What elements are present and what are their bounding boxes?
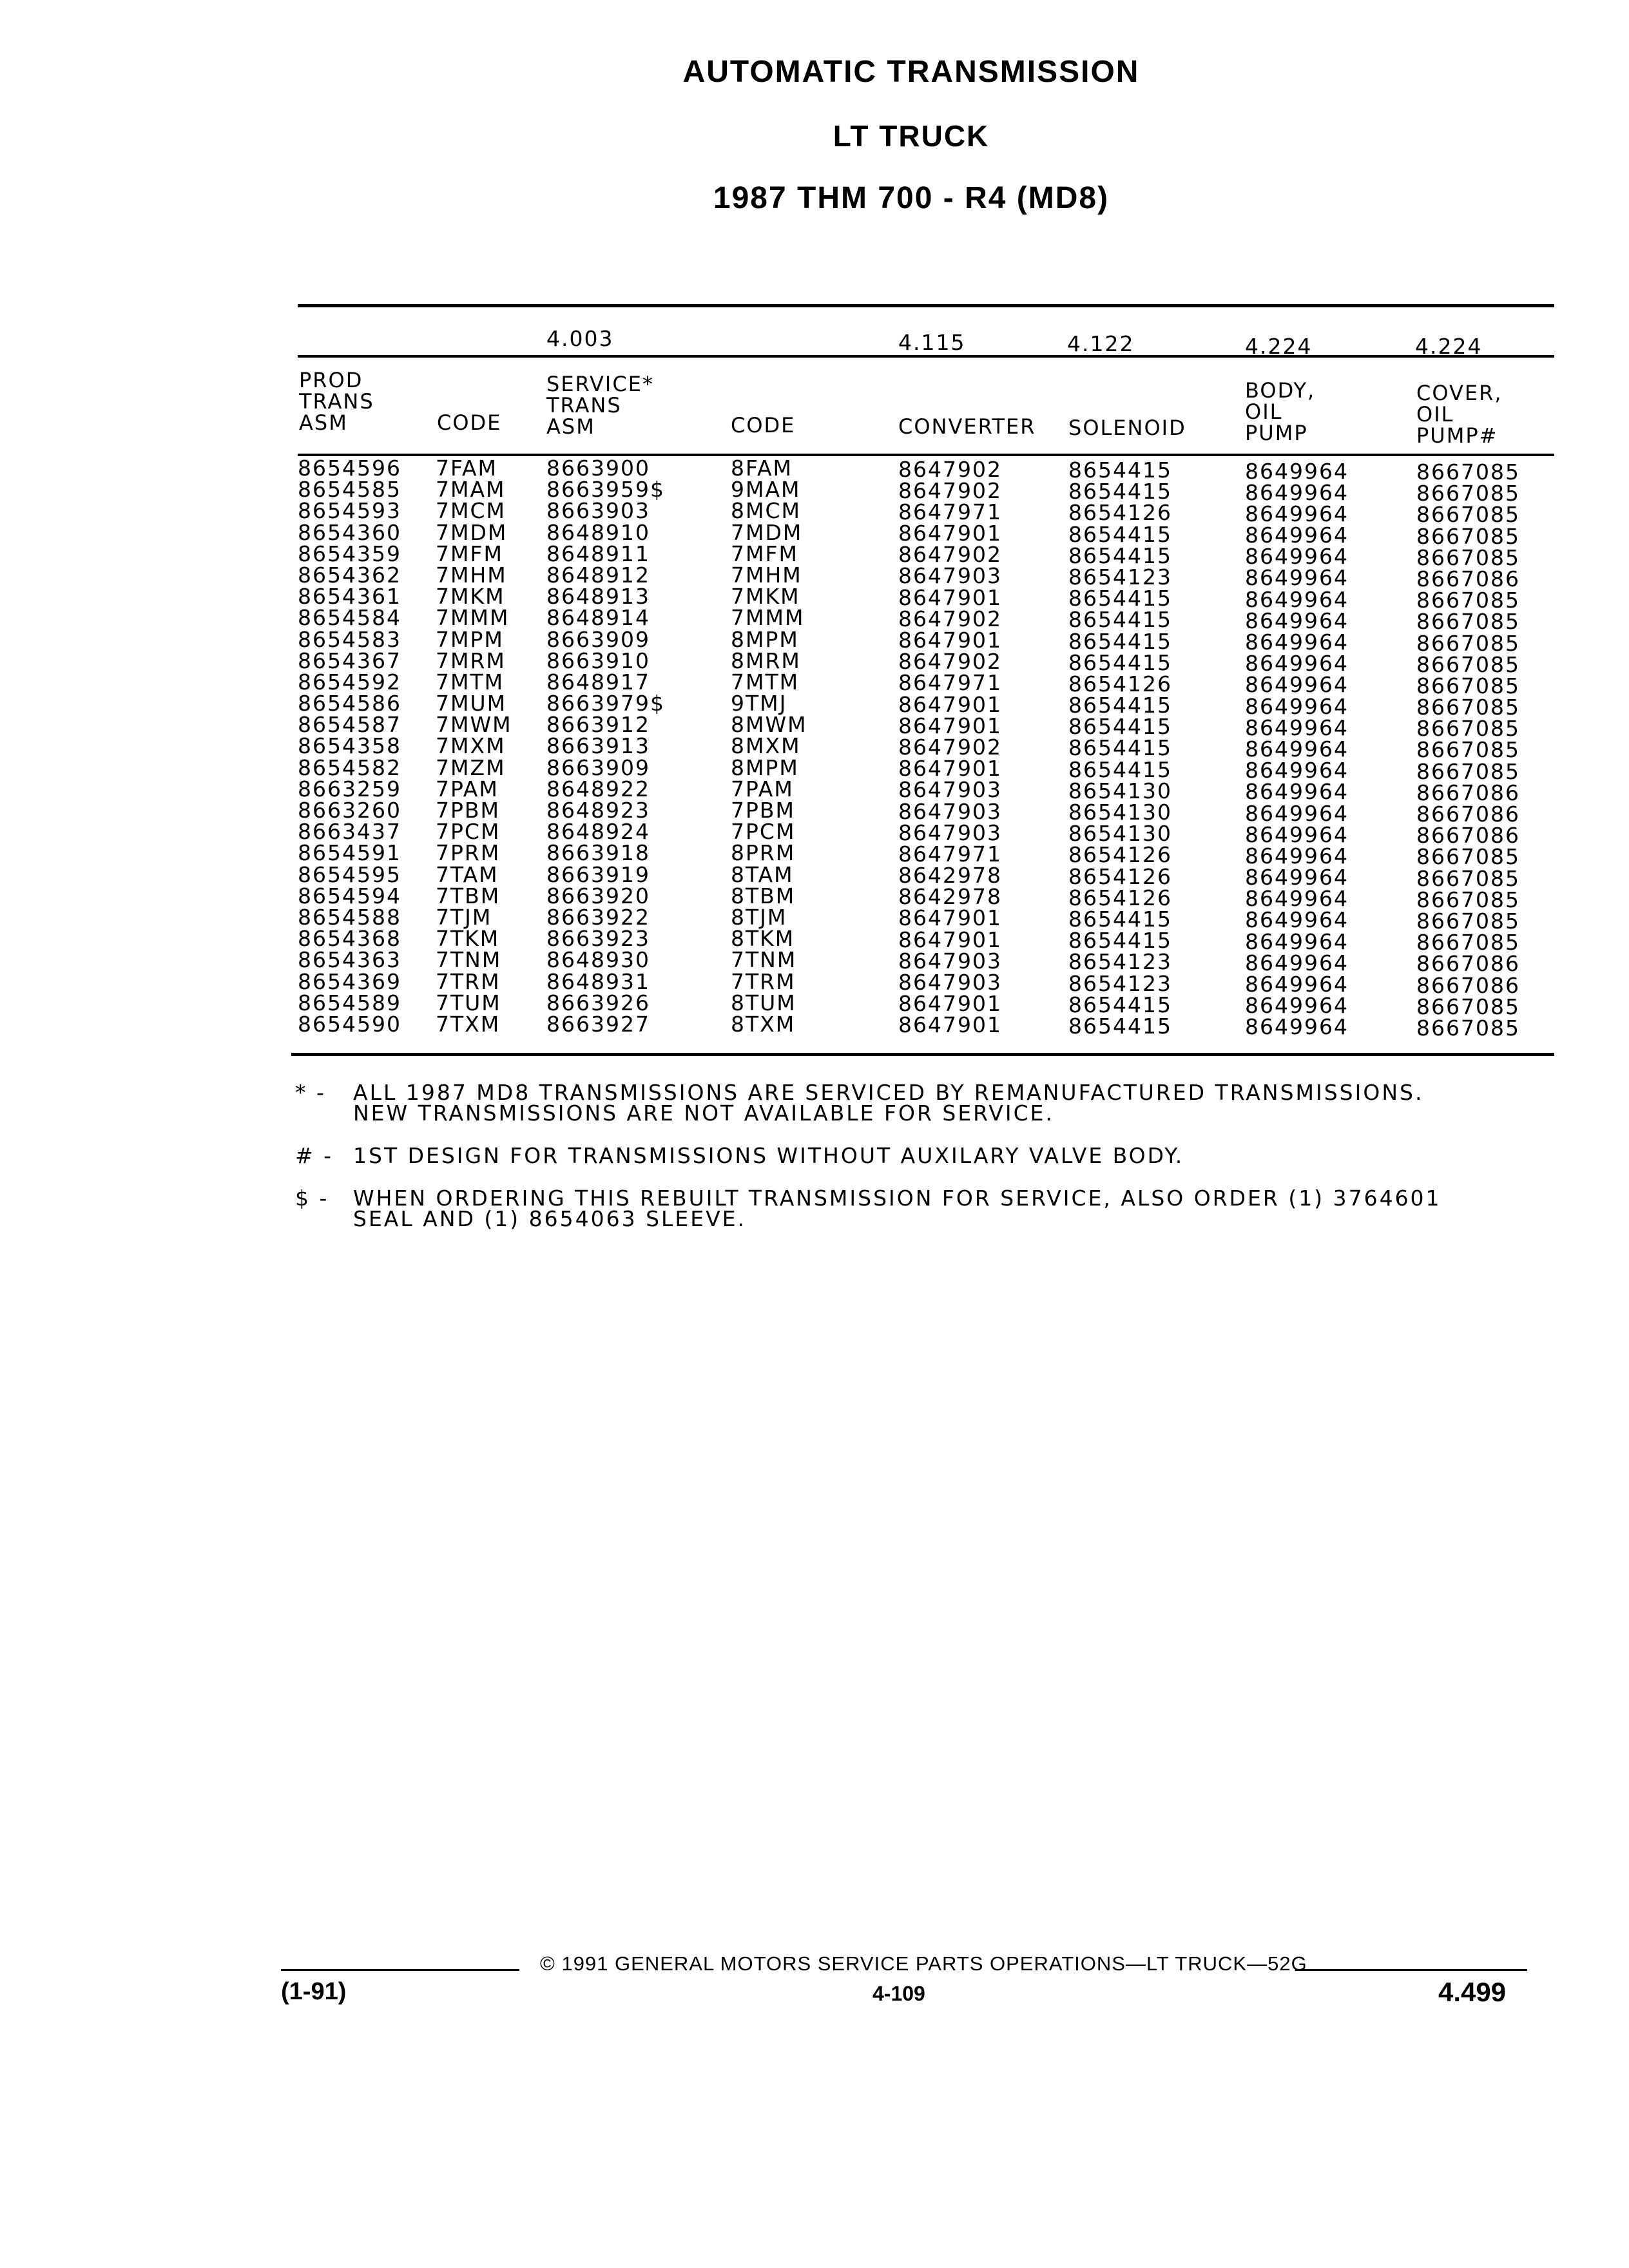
prod-trans-asm-cell: 8654585	[298, 477, 401, 503]
cover-oil-pump-cell: 8667085	[1416, 758, 1520, 784]
converter-cell: 8647901	[898, 927, 1002, 952]
service-code-cell: 9TMJ	[731, 691, 787, 716]
solenoid-cell: 8654126	[1068, 842, 1172, 868]
cover-oil-pump-cell: 8667085	[1416, 523, 1520, 549]
solenoid-cell: 8654415	[1068, 756, 1172, 782]
prod-trans-asm-cell: 8654369	[298, 968, 401, 994]
body-oil-pump-cell: 8649964	[1245, 608, 1349, 633]
converter-cell: 8647903	[898, 970, 1002, 995]
converter-cell: 8647901	[898, 584, 1002, 610]
converter-cell: 8642978	[898, 863, 1002, 889]
table-row	[295, 712, 1558, 742]
code-cell: 7MCM	[436, 498, 506, 524]
table-row	[295, 1011, 1558, 1041]
table-row	[295, 477, 1558, 506]
body-oil-pump-cell: 8649964	[1245, 715, 1349, 740]
code-cell: 7MAM	[436, 477, 506, 503]
converter-cell: 8647902	[898, 542, 1002, 568]
table-row	[295, 754, 1558, 784]
body-oil-pump-cell: 8649964	[1245, 1014, 1349, 1040]
code-cell: 7MKM	[436, 584, 505, 610]
solenoid-cell: 8654123	[1068, 970, 1172, 996]
converter-cell: 8647903	[898, 798, 1002, 824]
footnote	[295, 1188, 1558, 1229]
prod-trans-asm-cell: 8654361	[298, 584, 401, 610]
service-trans-asm-cell: 8648911	[546, 541, 650, 566]
solenoid-cell: 8654123	[1068, 564, 1172, 590]
body-oil-pump-cell: 8649964	[1245, 886, 1349, 912]
solenoid-cell: 8654415	[1068, 992, 1172, 1017]
table-row	[295, 669, 1558, 698]
header-service-trans-asm: SERVICE* TRANS ASM	[546, 372, 654, 439]
converter-cell: 8647902	[898, 477, 1002, 503]
body-oil-pump-cell: 8649964	[1245, 672, 1349, 698]
body-oil-pump-cell: 8649964	[1245, 736, 1349, 762]
group-number-body-oil-pump: 4.224	[1245, 334, 1313, 359]
service-trans-asm-cell: 8663926	[546, 990, 650, 1015]
converter-cell: 8647901	[898, 628, 1002, 653]
solenoid-cell: 8654130	[1068, 821, 1172, 847]
service-trans-asm-cell: 8648923	[546, 798, 650, 823]
solenoid-cell: 8654130	[1068, 800, 1172, 825]
service-trans-asm-cell: 8663913	[546, 733, 650, 759]
header-service-code: CODE	[731, 413, 796, 437]
prod-trans-asm-cell: 8654359	[298, 541, 401, 566]
footnote-text: ALL 1987 MD8 TRANSMISSIONS ARE SERVICED BY REMANUFACTURED TRANSMISSIONS. NEW TRANSMISSIONS ARE NOT AVAILABLE FOR SERVICE.	[353, 1080, 1424, 1126]
service-trans-asm-cell: 8663910	[546, 648, 650, 673]
body-oil-pump-cell: 8649964	[1245, 822, 1349, 847]
body-oil-pump-cell: 8649964	[1245, 651, 1349, 677]
solenoid-cell: 8654415	[1068, 607, 1172, 633]
footnote-mark: * -	[295, 1080, 326, 1105]
cover-oil-pump-cell: 8667085	[1416, 609, 1520, 635]
table-row	[295, 605, 1558, 635]
solenoid-cell: 8654415	[1068, 928, 1172, 954]
converter-cell: 8647901	[898, 713, 1002, 738]
table-row	[295, 819, 1558, 849]
section-number: 4.499	[1438, 1977, 1507, 2007]
body-oil-pump-cell: 8649964	[1245, 501, 1349, 526]
service-code-cell: 8FAM	[731, 456, 793, 481]
service-trans-asm-cell: 8663909	[546, 626, 650, 652]
converter-cell: 8647902	[898, 456, 1002, 482]
page-number: 4-109	[872, 1982, 925, 2005]
group-number-solenoid: 4.122	[1067, 331, 1135, 356]
service-code-cell: 8MCM	[731, 498, 801, 524]
cover-oil-pump-cell: 8667086	[1416, 823, 1520, 849]
table-row	[295, 498, 1558, 528]
cover-oil-pump-cell: 8667086	[1416, 802, 1520, 827]
body-oil-pump-cell: 8649964	[1245, 544, 1349, 570]
prod-trans-asm-cell: 8654360	[298, 519, 401, 545]
prod-trans-asm-cell: 8654593	[298, 498, 401, 524]
service-trans-asm-cell: 8648917	[546, 669, 650, 695]
converter-cell: 8647903	[898, 820, 1002, 845]
cover-oil-pump-cell: 8667085	[1416, 459, 1520, 485]
footnotes	[295, 1082, 1558, 1251]
service-code-cell: 7TNM	[731, 947, 797, 973]
code-cell: 7TBM	[436, 883, 501, 908]
converter-cell: 8647901	[898, 905, 1002, 931]
converter-cell: 8647971	[898, 499, 1002, 524]
cover-oil-pump-cell: 8667085	[1416, 865, 1520, 891]
body-oil-pump-cell: 8649964	[1245, 800, 1349, 826]
code-cell: 7PAM	[436, 776, 499, 802]
table-row	[295, 776, 1558, 805]
service-code-cell: 8TXM	[731, 1011, 796, 1037]
body-oil-pump-cell: 8649964	[1245, 458, 1349, 484]
body-oil-pump-cell: 8649964	[1245, 779, 1349, 805]
code-cell: 7TKM	[436, 926, 500, 952]
code-cell: 7TAM	[436, 861, 499, 887]
converter-cell: 8647971	[898, 670, 1002, 696]
cover-oil-pump-cell: 8667085	[1416, 673, 1520, 698]
solenoid-cell: 8654415	[1068, 1013, 1172, 1039]
prod-trans-asm-cell: 8654591	[298, 840, 401, 866]
converter-cell: 8642978	[898, 884, 1002, 910]
cover-oil-pump-cell: 8667085	[1416, 737, 1520, 763]
group-number-service: 4.003	[546, 326, 614, 351]
copyright-line: © 1991 GENERAL MOTORS SERVICE PARTS OPERATIONS—LT TRUCK—52G	[540, 1952, 1307, 1975]
converter-cell: 8647903	[898, 948, 1002, 974]
cover-oil-pump-cell: 8667085	[1416, 908, 1520, 934]
cover-oil-pump-cell: 8667085	[1416, 588, 1520, 613]
header-cover-oil-pump: COVER, OIL PUMP#	[1416, 381, 1503, 448]
body-oil-pump-cell: 8649964	[1245, 523, 1349, 548]
table-row	[295, 584, 1558, 613]
code-cell: 7PCM	[436, 819, 501, 845]
service-trans-asm-cell: 8663903	[546, 498, 650, 524]
service-code-cell: 7MDM	[731, 519, 803, 545]
footnote-mark: # -	[295, 1143, 334, 1168]
service-code-cell: 8MPM	[731, 754, 799, 780]
cover-oil-pump-cell: 8667086	[1416, 566, 1520, 591]
converter-cell: 8647901	[898, 691, 1002, 717]
service-code-cell: 8TUM	[731, 990, 796, 1015]
table-row	[295, 926, 1558, 956]
prod-trans-asm-cell: 8654590	[298, 1011, 401, 1037]
solenoid-cell: 8654123	[1068, 949, 1172, 975]
table-row	[295, 968, 1558, 998]
solenoid-cell: 8654415	[1068, 479, 1172, 505]
service-code-cell: 7MFM	[731, 541, 798, 566]
footer-rule-right	[1295, 1969, 1527, 1971]
body-oil-pump-cell: 8649964	[1245, 693, 1349, 719]
body-oil-pump-cell: 8649964	[1245, 843, 1349, 869]
solenoid-cell: 8654130	[1068, 778, 1172, 803]
table-row	[295, 798, 1558, 827]
table-row	[295, 883, 1558, 912]
service-trans-asm-cell: 8663900	[546, 456, 650, 481]
table-row	[295, 840, 1558, 870]
service-code-cell: 7MTM	[731, 669, 800, 695]
service-code-cell: 8TAM	[731, 861, 794, 887]
service-trans-asm-cell: 8648931	[546, 968, 650, 994]
revision-date: (1-91)	[281, 1978, 347, 2005]
service-trans-asm-cell: 8648922	[546, 776, 650, 802]
page-subtitle: LT TRUCK	[833, 119, 990, 153]
page-title: AUTOMATIC TRANSMISSION	[682, 55, 1140, 89]
code-cell: 7MTM	[436, 669, 505, 695]
table-body	[295, 456, 1558, 1041]
service-code-cell: 8TBM	[731, 883, 796, 908]
converter-cell: 8647902	[898, 734, 1002, 760]
code-cell: 7FAM	[436, 456, 497, 481]
table-row	[295, 456, 1558, 485]
prod-trans-asm-cell: 8654594	[298, 883, 401, 908]
service-code-cell: 7PCM	[731, 819, 796, 845]
code-cell: 7TRM	[436, 968, 501, 994]
service-trans-asm-cell: 8663979$	[546, 691, 665, 716]
service-trans-asm-cell: 8663927	[546, 1011, 650, 1037]
service-code-cell: 9MAM	[731, 477, 801, 503]
service-trans-asm-cell: 8648912	[546, 562, 650, 588]
code-cell: 7TUM	[436, 990, 501, 1015]
cover-oil-pump-cell: 8667085	[1416, 716, 1520, 742]
body-oil-pump-cell: 8649964	[1245, 993, 1349, 1019]
footnote	[295, 1082, 1558, 1124]
service-trans-asm-cell: 8663918	[546, 840, 650, 866]
cover-oil-pump-cell: 8667085	[1416, 502, 1520, 528]
cover-oil-pump-cell: 8667085	[1416, 651, 1520, 677]
cover-oil-pump-cell: 8667085	[1416, 887, 1520, 912]
code-cell: 7MMM	[436, 605, 510, 631]
body-oil-pump-cell: 8649964	[1245, 629, 1349, 655]
body-oil-pump-cell: 8649964	[1245, 972, 1349, 997]
service-code-cell: 8TKM	[731, 926, 795, 952]
group-number-cover-oil-pump: 4.224	[1415, 334, 1483, 359]
service-code-cell: 7MHM	[731, 562, 802, 588]
service-code-cell: 8MRM	[731, 648, 801, 673]
service-code-cell: 8PRM	[731, 840, 796, 866]
service-trans-asm-cell: 8663919	[546, 861, 650, 887]
cover-oil-pump-cell: 8667085	[1416, 481, 1520, 506]
service-trans-asm-cell: 8663909	[546, 754, 650, 780]
prod-trans-asm-cell: 8654588	[298, 904, 401, 930]
solenoid-cell: 8654415	[1068, 586, 1172, 611]
solenoid-cell: 8654415	[1068, 693, 1172, 718]
header-solenoid: SOLENOID	[1068, 416, 1186, 440]
cover-oil-pump-cell: 8667085	[1416, 844, 1520, 870]
prod-trans-asm-cell: 8654592	[298, 669, 401, 695]
table-row	[295, 904, 1558, 934]
prod-trans-asm-cell: 8654587	[298, 712, 401, 738]
table-row	[295, 541, 1558, 570]
prod-trans-asm-cell: 8663437	[298, 819, 401, 845]
service-code-cell: 8MPM	[731, 626, 799, 652]
code-cell: 7MZM	[436, 754, 506, 780]
solenoid-cell: 8654415	[1068, 735, 1172, 761]
prod-trans-asm-cell: 8654362	[298, 562, 401, 588]
solenoid-cell: 8654415	[1068, 457, 1172, 483]
cover-oil-pump-cell: 8667086	[1416, 972, 1520, 998]
body-oil-pump-cell: 8649964	[1245, 586, 1349, 612]
prod-trans-asm-cell: 8654584	[298, 605, 401, 631]
prod-trans-asm-cell: 8654595	[298, 861, 401, 887]
service-code-cell: 7PBM	[731, 798, 796, 823]
prod-trans-asm-cell: 8654367	[298, 648, 401, 673]
code-cell: 7MDM	[436, 519, 508, 545]
body-oil-pump-cell: 8649964	[1245, 479, 1349, 505]
solenoid-cell: 8654126	[1068, 671, 1172, 697]
body-oil-pump-cell: 8649964	[1245, 928, 1349, 954]
converter-cell: 8647971	[898, 841, 1002, 867]
solenoid-cell: 8654415	[1068, 628, 1172, 654]
service-trans-asm-cell: 8663922	[546, 904, 650, 930]
prod-trans-asm-cell: 8654582	[298, 754, 401, 780]
service-code-cell: 8MXM	[731, 733, 801, 759]
cover-oil-pump-cell: 8667085	[1416, 630, 1520, 656]
service-code-cell: 7MKM	[731, 584, 800, 610]
prod-trans-asm-cell: 8654596	[298, 456, 401, 481]
table-row	[295, 626, 1558, 656]
code-cell: 7PBM	[436, 798, 501, 823]
body-oil-pump-cell: 8649964	[1245, 950, 1349, 975]
service-code-cell: 8MWM	[731, 712, 807, 738]
code-cell: 7MHM	[436, 562, 507, 588]
model-title: 1987 THM 700 - R4 (MD8)	[713, 181, 1110, 215]
code-cell: 7MXM	[436, 733, 506, 759]
prod-trans-asm-cell: 8663259	[298, 776, 401, 802]
solenoid-cell: 8654126	[1068, 863, 1172, 889]
cover-oil-pump-cell: 8667085	[1416, 994, 1520, 1019]
table-row	[295, 733, 1558, 763]
body-oil-pump-cell: 8649964	[1245, 565, 1349, 591]
solenoid-cell: 8654415	[1068, 714, 1172, 740]
footnote-mark: $ -	[295, 1186, 329, 1211]
converter-cell: 8647901	[898, 521, 1002, 546]
converter-cell: 8647902	[898, 649, 1002, 675]
service-trans-asm-cell: 8648914	[546, 605, 650, 631]
table-row	[295, 990, 1558, 1019]
prod-trans-asm-cell: 8663260	[298, 798, 401, 823]
table-row	[295, 691, 1558, 720]
cover-oil-pump-cell: 8667085	[1416, 695, 1520, 720]
service-trans-asm-cell: 8663920	[546, 883, 650, 908]
service-code-cell: 8TJM	[731, 904, 787, 930]
cover-oil-pump-cell: 8667086	[1416, 780, 1520, 805]
cover-oil-pump-cell: 8667086	[1416, 951, 1520, 977]
cover-oil-pump-cell: 8667085	[1416, 1015, 1520, 1041]
service-trans-asm-cell: 8648930	[546, 947, 650, 973]
converter-cell: 8647902	[898, 606, 1002, 631]
solenoid-cell: 8654415	[1068, 906, 1172, 932]
code-cell: 7TJM	[436, 904, 492, 930]
table-row	[295, 947, 1558, 977]
service-trans-asm-cell: 8648910	[546, 519, 650, 545]
solenoid-cell: 8654415	[1068, 649, 1172, 675]
service-trans-asm-cell: 8648913	[546, 584, 650, 610]
service-code-cell: 7PAM	[731, 776, 794, 802]
cover-oil-pump-cell: 8667085	[1416, 930, 1520, 956]
converter-cell: 8647901	[898, 991, 1002, 1017]
code-cell: 7MUM	[436, 691, 507, 716]
header-code: CODE	[437, 410, 502, 435]
footer-rule-left	[281, 1969, 519, 1971]
footnote-text: 1ST DESIGN FOR TRANSMISSIONS WITHOUT AUXILARY VALVE BODY.	[353, 1143, 1184, 1168]
code-cell: 7MRM	[436, 648, 506, 673]
header-converter: CONVERTER	[898, 414, 1036, 439]
service-trans-asm-cell: 8663923	[546, 926, 650, 952]
prod-trans-asm-cell: 8654589	[298, 990, 401, 1015]
body-oil-pump-cell: 8649964	[1245, 758, 1349, 783]
prod-trans-asm-cell: 8654586	[298, 691, 401, 716]
converter-cell: 8647901	[898, 756, 1002, 782]
solenoid-cell: 8654415	[1068, 543, 1172, 568]
code-cell: 7MPM	[436, 626, 504, 652]
footnote	[295, 1143, 1558, 1168]
group-number-converter: 4.115	[898, 330, 966, 355]
solenoid-cell: 8654126	[1068, 885, 1172, 910]
prod-trans-asm-cell: 8654363	[298, 947, 401, 973]
code-cell: 7PRM	[436, 840, 501, 866]
cover-oil-pump-cell: 8667085	[1416, 544, 1520, 570]
service-trans-asm-cell: 8663959$	[546, 477, 665, 503]
table-row	[295, 861, 1558, 891]
footnote-text: WHEN ORDERING THIS REBUILT TRANSMISSION FOR SERVICE, ALSO ORDER (1) 3764601 SEAL AND (1) 8654063 SLEEVE.	[353, 1186, 1441, 1231]
code-cell: 7TXM	[436, 1011, 501, 1037]
code-cell: 7TNM	[436, 947, 502, 973]
service-code-cell: 7MMM	[731, 605, 805, 631]
converter-cell: 8647903	[898, 563, 1002, 589]
prod-trans-asm-cell: 8654368	[298, 926, 401, 952]
solenoid-cell: 8654415	[1068, 521, 1172, 547]
body-oil-pump-cell: 8649964	[1245, 907, 1349, 933]
table-row	[295, 519, 1558, 549]
converter-cell: 8647903	[898, 777, 1002, 803]
header-prod-trans-asm: PROD TRANS ASM	[299, 368, 374, 435]
table-row	[295, 562, 1558, 591]
prod-trans-asm-cell: 8654358	[298, 733, 401, 759]
solenoid-cell: 8654126	[1068, 500, 1172, 526]
service-trans-asm-cell: 8663912	[546, 712, 650, 738]
converter-cell: 8647901	[898, 1012, 1002, 1038]
table-row	[295, 648, 1558, 677]
service-code-cell: 7TRM	[731, 968, 796, 994]
parts-table	[295, 303, 1558, 1070]
header-body-oil-pump: BODY, OIL PUMP	[1245, 378, 1316, 445]
prod-trans-asm-cell: 8654583	[298, 626, 401, 652]
code-cell: 7MWM	[436, 712, 512, 738]
code-cell: 7MFM	[436, 541, 503, 566]
body-oil-pump-cell: 8649964	[1245, 865, 1349, 890]
service-trans-asm-cell: 8648924	[546, 819, 650, 845]
